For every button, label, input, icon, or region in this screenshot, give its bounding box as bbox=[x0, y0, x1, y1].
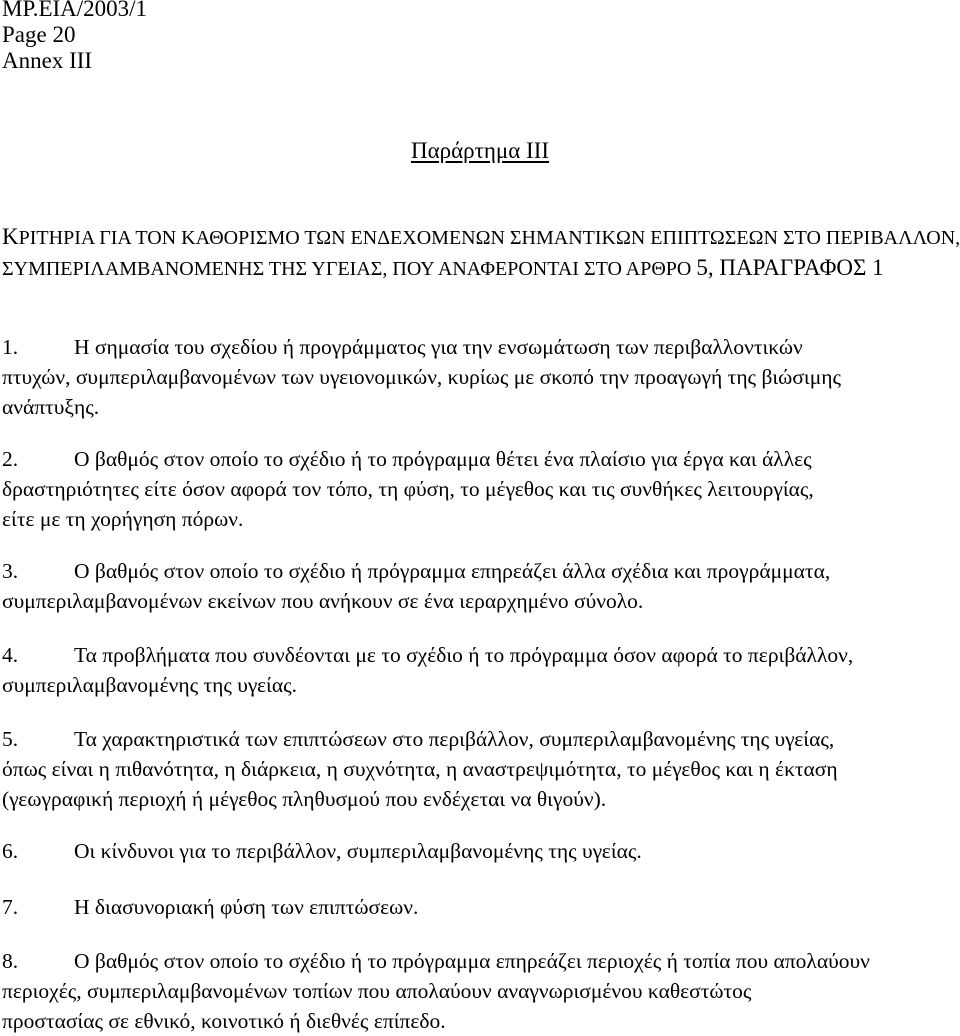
criterion-line bbox=[2, 946, 958, 976]
annex-title-text: Παράρτημα ΙΙΙ bbox=[410, 138, 550, 163]
criterion-line bbox=[2, 724, 958, 754]
criterion-text: Η σημασία του σχεδίου ή προγράμματος για την ενσωμάτωση των περιβαλλοντικών bbox=[74, 335, 803, 359]
criterion-text: Τα προβλήματα που συνδέονται με το σχέδιο ή το πρόγραμμα όσον αφορά το περιβάλλον, bbox=[74, 643, 854, 667]
page-number: Page 20 bbox=[2, 22, 76, 47]
criterion-item-8 bbox=[2, 946, 958, 1036]
criterion-item-7 bbox=[2, 892, 958, 922]
criterion-line: ανάπτυξης. bbox=[2, 395, 100, 419]
criterion-item-5 bbox=[2, 724, 958, 814]
criterion-line: συμπεριλαμβανομένων εκείνων που ανήκουν σε ένα ιεραρχημένο σύνολο. bbox=[2, 589, 644, 613]
criterion-number: 1. bbox=[2, 335, 19, 359]
criterion-line bbox=[2, 892, 958, 922]
criterion-number: 5. bbox=[2, 727, 19, 751]
criterion-item-2 bbox=[2, 444, 958, 534]
criterion-item-1 bbox=[2, 332, 958, 422]
criterion-text: Ο βαθμός στον οποίο το σχέδιο ή το πρόγραμμα θέτει ένα πλαίσιο για έργα και άλλες bbox=[74, 447, 812, 471]
criteria-heading-line-1-text: ΡΙΤΗΡΙΑ ΓΙΑ ΤΟΝ ΚΑΘΟΡΙΣΜΟ ΤΩΝ ΕΝΔΕΧΟΜΕΝΩΝ ΣΗΜΑΝΤΙΚΩΝ ΕΠΙΠΤΩΣΕΩΝ ΣΤΟ ΠΕΡΙΒΑΛΛΟΝ, bbox=[18, 227, 960, 249]
document-reference: MP.EIA/2003/1 bbox=[2, 0, 148, 21]
criterion-line bbox=[2, 556, 958, 586]
criterion-line: περιοχές, συμπεριλαμβανομένων τοπίων που απολαύουν αναγνωρισμένου καθεστώτος bbox=[2, 979, 752, 1003]
criterion-text: Τα χαρακτηριστικά των επιπτώσεων στο περιβάλλον, συμπεριλαμβανομένης της υγείας, bbox=[74, 727, 835, 751]
criterion-number: 2. bbox=[2, 447, 19, 471]
criterion-line: είτε με τη χορήγηση πόρων. bbox=[2, 507, 244, 531]
criteria-heading-line-2-tail: 5, ΠΑΡΑΓΡΑΦΟΣ 1 bbox=[696, 255, 884, 280]
criterion-item-3 bbox=[2, 556, 958, 616]
criterion-line bbox=[2, 640, 958, 670]
criterion-text: Οι κίνδυνοι για το περιβάλλον, συμπεριλαμβανομένης της υγείας. bbox=[74, 839, 642, 863]
criterion-line bbox=[2, 836, 958, 866]
criterion-number: 6. bbox=[2, 839, 19, 863]
criteria-heading-line-2-text: ΣΥΜΠΕΡΙΛΑΜΒΑΝΟΜΕΝΗΣ ΤΗΣ ΥΓΕΙΑΣ, ΠΟΥ ΑΝΑΦΕΡΟΝΤΑΙ ΣΤΟ ΑΡΘΡΟ bbox=[2, 258, 692, 280]
running-header bbox=[2, 0, 147, 74]
criterion-text: Ο βαθμός στον οποίο το σχέδιο ή πρόγραμμα επηρεάζει άλλα σχέδια και προγράμματα, bbox=[74, 559, 831, 583]
annex-title bbox=[0, 136, 960, 166]
criterion-item-6 bbox=[2, 836, 958, 866]
criterion-line: προστασίας σε εθνικό, κοινοτικό ή διεθνές επίπεδο. bbox=[2, 1009, 446, 1033]
criterion-item-4 bbox=[2, 640, 958, 700]
criterion-line: (γεωγραφική περιοχή ή μέγεθος πληθυσμού που ενδέχεται να θιγούν). bbox=[2, 787, 607, 811]
criterion-line bbox=[2, 444, 958, 474]
criterion-number: 3. bbox=[2, 559, 19, 583]
criterion-line bbox=[2, 332, 958, 362]
criterion-number: 4. bbox=[2, 643, 19, 667]
criterion-text: Ο βαθμός στον οποίο το σχέδιο ή το πρόγραμμα επηρεάζει περιοχές ή τοπία που απολαύουν bbox=[74, 949, 870, 973]
criteria-heading-line-2 bbox=[2, 253, 958, 284]
criterion-number: 8. bbox=[2, 949, 19, 973]
criterion-line: πτυχών, συμπεριλαμβανομένων των υγειονομικών, κυρίως με σκοπό την προαγωγή της βιώσιμης bbox=[2, 365, 841, 389]
criteria-heading-line-1 bbox=[2, 222, 958, 253]
criterion-number: 7. bbox=[2, 895, 19, 919]
annex-label: Annex III bbox=[2, 48, 93, 73]
criterion-line: δραστηριότητες είτε όσον αφορά τον τόπο, τη φύση, το μέγεθος και τις συνθήκες λειτουργίας, bbox=[2, 477, 814, 501]
criterion-line: όπως είναι η πιθανότητα, η διάρκεια, η συχνότητα, η αναστρεψιμότητα, το μέγεθος και η έκταση bbox=[2, 757, 838, 781]
criteria-heading-initial: Κ bbox=[2, 224, 19, 249]
criterion-line: συμπεριλαμβανομένης της υγείας. bbox=[2, 673, 297, 697]
criterion-text: Η διασυνοριακή φύση των επιπτώσεων. bbox=[74, 895, 419, 919]
criteria-heading bbox=[2, 222, 958, 284]
